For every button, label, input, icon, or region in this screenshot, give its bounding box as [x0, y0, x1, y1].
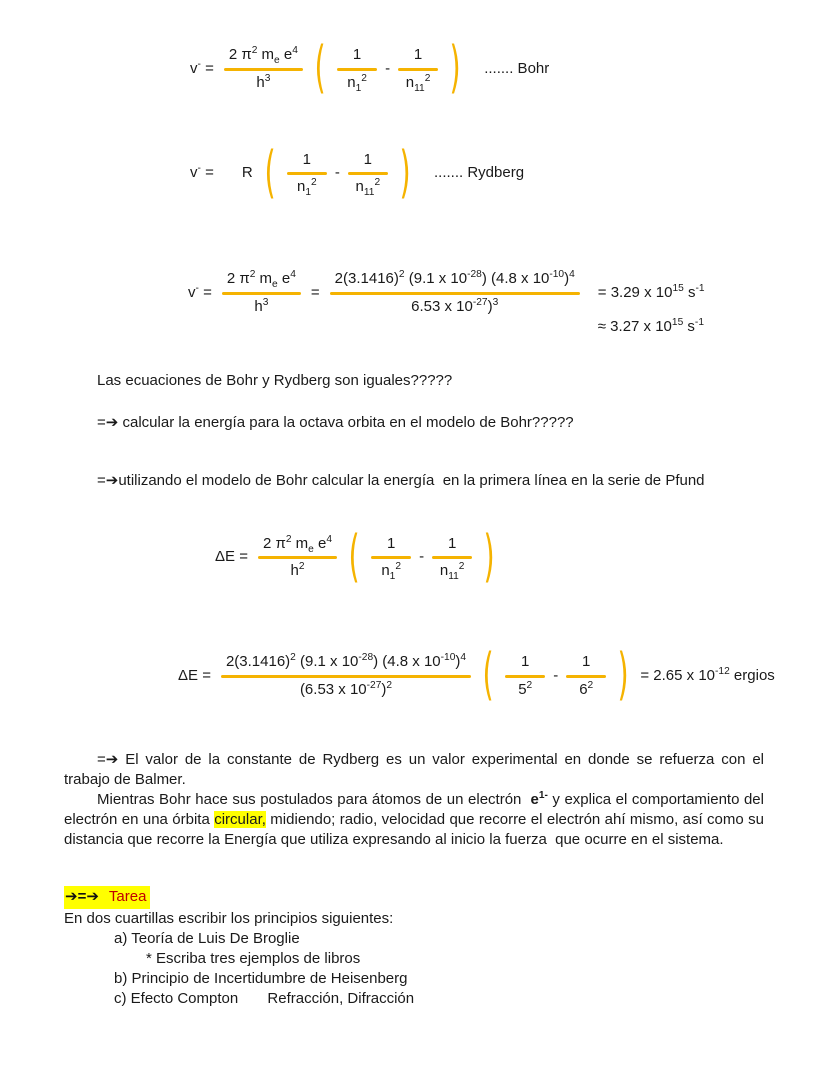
question-octave-orbit: =➔ calcular la energía para la octava orbita en el modelo de Bohr?????	[97, 413, 574, 431]
fraction-n1	[337, 46, 377, 93]
homework-item-a: a) Teoría de Luis De Broglie	[114, 929, 300, 947]
numerator: 1	[521, 653, 530, 670]
denominator: $n_1^2$	[347, 72, 367, 94]
fraction-n11	[398, 46, 438, 93]
fraction-bar	[258, 556, 337, 559]
deltaE-result: = 2.65 x $10^{-12}$ ergios	[640, 665, 775, 684]
minus-sign: -	[419, 548, 425, 566]
equation-deltaE-calculation	[178, 644, 828, 709]
rydberg-constant: R	[241, 164, 253, 182]
fraction-bar	[287, 172, 327, 175]
fraction-bar	[348, 172, 388, 175]
nu-bar-lhs: v- =	[190, 58, 214, 77]
denominator: $n_1^2$	[297, 177, 317, 199]
open-paren: (	[348, 525, 360, 590]
equation-bohr	[190, 37, 828, 102]
numerator: 1	[352, 46, 362, 63]
electron-symbol: $e^{1-}$	[530, 789, 548, 808]
open-paren: (	[482, 644, 494, 709]
denominator: $h^2$	[290, 561, 305, 580]
numerator: 2 $\pi^2$ $m_e$ $e^4$	[228, 45, 298, 66]
equation-rydberg	[190, 141, 828, 206]
highlighted-word-circular: circular,	[214, 810, 266, 828]
fraction-bar	[566, 675, 606, 678]
fraction-n11	[432, 535, 472, 582]
homework-item-a-sub: * Escriba tres ejemplos de libros	[146, 949, 361, 967]
question-equations-equal: Las ecuaciones de Bohr y Rydberg son iguales?????	[97, 371, 453, 389]
minus-sign: -	[334, 164, 340, 182]
main-fraction	[224, 46, 303, 93]
denominator: $5^2$	[518, 679, 533, 698]
denominator: $n_1^2$	[381, 561, 402, 583]
nu-bar-lhs: v- =	[188, 282, 212, 301]
deltaE-lhs: ΔE =	[215, 548, 248, 566]
arrows-icon: ➔=➔	[65, 887, 99, 905]
numerator: $2(3.1416)^2$ (9.1 x $10^{-28}$) (4.8 x $10^{-10})^4$	[225, 652, 467, 670]
calculation-results	[598, 284, 705, 337]
fraction-bar	[371, 556, 411, 559]
numerator: 2 $\pi^2$ $m_e$ $e^4$	[226, 269, 296, 290]
numerator: $2(3.1416)^2$ (9.1 x $10^{-28}$) (4.8 x $10^{-10})^4$	[334, 269, 575, 287]
numerator: 1	[363, 150, 373, 168]
bohr-label: ....... Bohr	[484, 59, 550, 77]
fraction-bar	[224, 68, 303, 71]
close-paren: )	[399, 141, 411, 206]
homework-section	[64, 886, 764, 1009]
denominator: $h^3$	[256, 72, 271, 91]
fraction-bar	[337, 68, 377, 71]
fraction-n11	[348, 151, 388, 198]
denominator: $6^2$	[579, 679, 594, 698]
numerator: 1	[413, 46, 423, 63]
close-paren: )	[449, 37, 461, 102]
numerator: 1	[387, 534, 396, 552]
paragraph-text: y explica el comportamiento del electrón en una órbita	[64, 790, 769, 828]
numeric-fraction	[330, 270, 580, 317]
open-paren: (	[264, 141, 276, 206]
fraction-n1	[371, 535, 411, 582]
fraction-bar	[505, 675, 545, 678]
homework-title: Tarea	[108, 887, 147, 905]
paragraph-text: midiendo; radio, velocidad que recorre el electrón ahí mismo, así como su distancia que recorre la Energía que utiliza expresando al inicio la fuerza que ocurre en el sistema.	[64, 810, 769, 848]
main-fraction	[258, 535, 337, 582]
denominator: (6.53 x $10^{-27})^2$	[299, 679, 393, 698]
question-pfund-series: =➔utilizando el modelo de Bohr calcular la energía en la primera línea en la serie de Pfund	[97, 471, 705, 489]
equation-deltaE	[215, 525, 828, 590]
homework-item-c: c) Efecto Compton Refracción, Difracción	[114, 989, 415, 1007]
denominator: $n_{11}^2$	[405, 72, 431, 94]
open-paren: (	[314, 37, 326, 102]
denominator: $h^3$	[254, 296, 269, 315]
numerator: 1	[582, 653, 591, 670]
close-paren: )	[617, 644, 629, 709]
homework-item-b: b) Principio de Incertidumbre de Heisenberg	[114, 969, 408, 987]
equals-sign: =	[310, 283, 320, 301]
paragraph-rydberg-constant: =➔ El valor de la constante de Rydberg es un valor experimental en donde se refuerza con el trabajo de Balmer.	[64, 750, 769, 788]
fraction-bar	[222, 292, 301, 295]
homework-intro: En dos cuartillas escribir los principios siguientes:	[64, 909, 394, 927]
rydberg-label: ....... Rydberg	[434, 164, 525, 182]
numerator: 2 $\pi^2$ $m_e$ $e^4$	[262, 533, 333, 555]
numerator: 1	[448, 534, 457, 552]
denominator: 6.53 x $10^{-27})^3$	[411, 296, 499, 315]
discussion-paragraphs	[64, 750, 769, 850]
homework-heading	[64, 886, 764, 909]
fraction-bar	[221, 675, 471, 678]
paragraph-text: Mientras Bohr hace sus postulados para átomos de un electrón	[97, 790, 531, 808]
fraction-n1	[287, 151, 327, 198]
fraction-bar	[330, 292, 580, 295]
highlight-box	[64, 886, 150, 909]
denominator: $n_{11}^2$	[439, 561, 465, 583]
denominator: $n_{11}^2$	[355, 177, 381, 199]
minus-sign: -	[553, 666, 559, 684]
main-fraction	[222, 270, 301, 317]
fraction-5	[505, 653, 545, 700]
fraction-6	[566, 653, 606, 700]
numerator: 1	[302, 150, 312, 168]
close-paren: )	[483, 525, 495, 590]
minus-sign: -	[385, 59, 391, 77]
equation-frequency-calculation	[188, 267, 828, 335]
result-approx: ≈ 3.27 x $10^{15}$ $s^{-1}$	[597, 316, 704, 335]
nu-bar-lhs: v- =	[190, 163, 214, 182]
fraction-bar	[432, 556, 472, 559]
deltaE-lhs: ΔE =	[178, 666, 211, 684]
fraction-bar	[398, 68, 438, 71]
numeric-fraction	[221, 653, 471, 700]
result-exact: = 3.29 x $10^{15}$ $s^{-1}$	[597, 283, 705, 301]
paragraph-bohr-postulates	[64, 789, 769, 850]
